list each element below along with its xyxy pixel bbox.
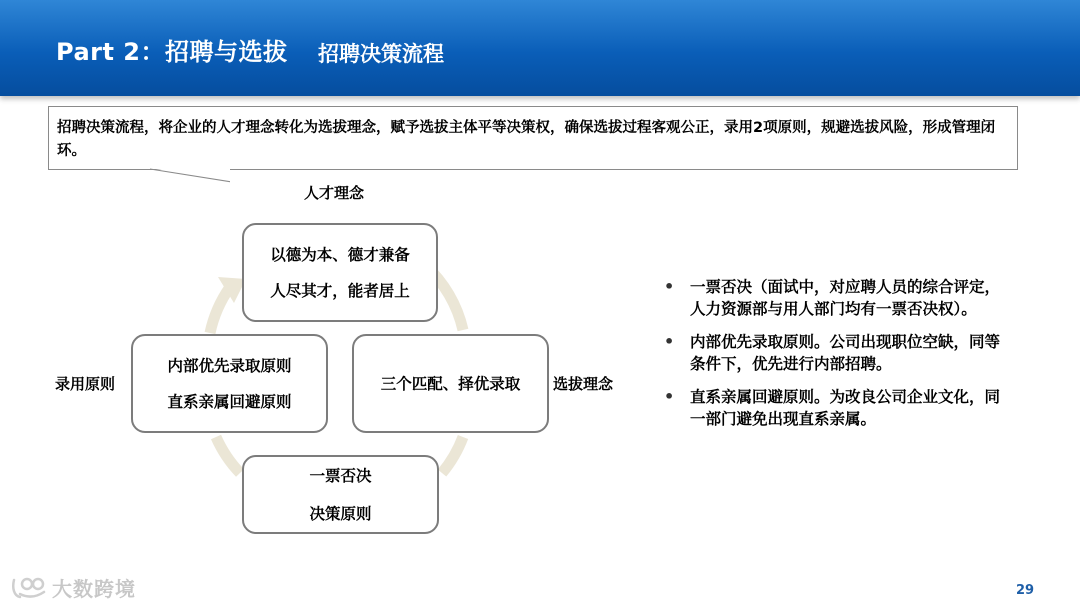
node-decision-line1: 一票否决 [309,466,372,485]
header-banner [0,0,1080,96]
bullet-item [662,276,1007,320]
page-subtitle: 招聘决策流程 [318,42,444,66]
bullet-text: 一票否决（面试中，对应聘人员的综合评定，人力资源部与用人部门均有一票否决权）。 [690,278,1001,318]
bullet-text: 直系亲属回避原则。为改良公司企业文化，同一部门避免出现直系亲属。 [690,388,1001,428]
bullet-dot-icon: • [664,277,675,296]
node-talent-line2: 人尽其才，能者居上 [270,281,410,300]
bullet-text: 内部优先录取原则。公司出现职位空缺，同等条件下，优先进行内部招聘。 [690,333,1001,373]
callout-tail [150,168,230,184]
page-title: Part 2：招聘与选拔 [56,38,288,66]
label-selection-concept: 选拔理念 [553,375,614,393]
node-hiring-line2: 直系亲属回避原则 [167,392,292,411]
logo-icon [10,574,48,600]
bullet-item [662,386,1007,430]
label-hiring-principle: 录用原则 [55,375,116,393]
node-selection-concept [352,334,549,433]
principle-bullet-list [662,276,1007,441]
cycle-arc-top-left [210,287,230,333]
node-hiring-line1: 内部优先录取原则 [167,356,292,375]
cycle-arc-bottom-left [216,437,240,473]
watermark-logo [10,572,136,602]
logo-text: 大数跨境 [52,576,136,601]
node-hiring-principle [131,334,328,433]
node-decision-principle [242,455,439,534]
bullet-item [662,331,1007,375]
node-selection-line1: 三个匹配、择优录取 [380,374,521,393]
node-decision-line2: 决策原则 [309,504,372,523]
bullet-dot-icon: • [664,387,675,406]
intro-callout [48,106,1018,170]
label-talent-concept: 人才理念 [304,184,365,202]
intro-text: 招聘决策流程，将企业的人才理念转化为选拔理念，赋予选拔主体平等决策权，确保选拔过程客观公正，录用2项原则，规避选拔风险，形成管理闭环。 [57,120,996,159]
page-number: 29 [1016,583,1035,598]
bullet-dot-icon: • [664,332,675,351]
node-talent-concept [242,223,438,322]
node-talent-line1: 以德为本、德才兼备 [270,245,410,264]
cycle-arc-bottom-right [442,437,463,473]
